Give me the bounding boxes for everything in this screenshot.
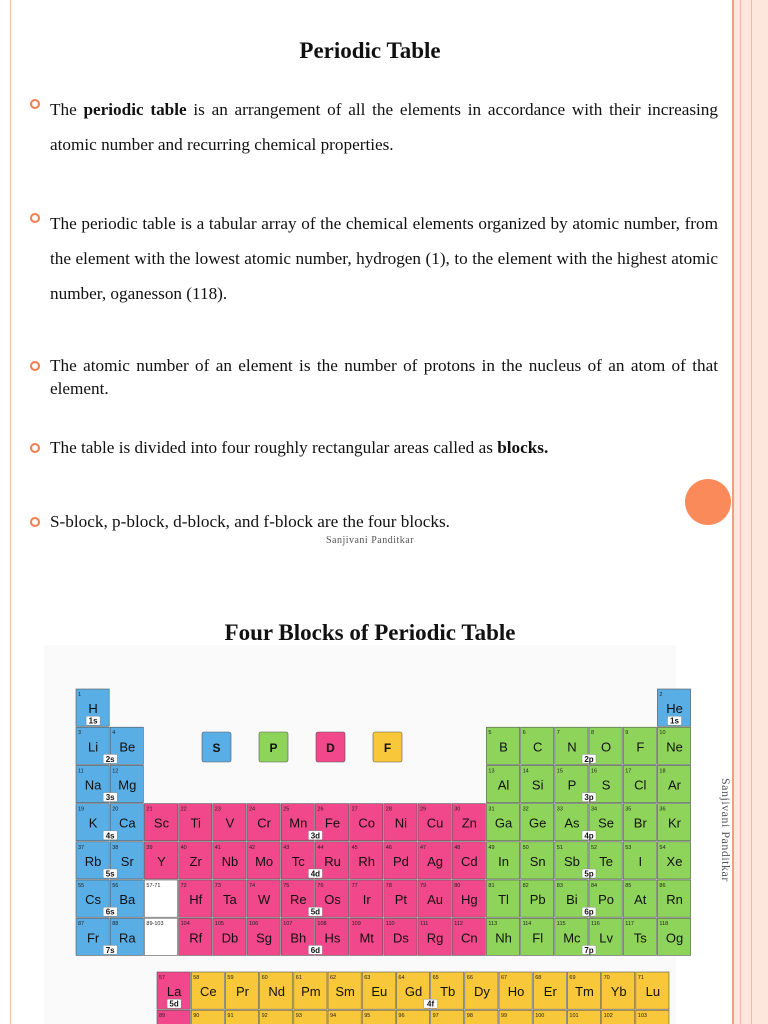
atomic-number: 4 bbox=[112, 730, 116, 737]
element-symbol: Pm bbox=[301, 984, 321, 1000]
sublevel-label: 5p bbox=[584, 869, 594, 879]
atomic-number: 43 bbox=[283, 844, 290, 851]
atomic-number: 77 bbox=[351, 883, 358, 889]
element-symbol: Si bbox=[531, 777, 544, 793]
sublevel-label: 2s bbox=[105, 754, 115, 764]
element-symbol: Sb bbox=[563, 853, 580, 869]
atomic-number: 49 bbox=[488, 844, 495, 851]
element-symbol: Cn bbox=[460, 930, 478, 946]
sublevel-label: 4s bbox=[105, 831, 115, 841]
element-symbol: Co bbox=[358, 815, 376, 831]
bullet-text: S-block, p-block, d-block, and f-block are the four blocks. bbox=[50, 512, 450, 531]
atomic-number: 61 bbox=[295, 975, 302, 981]
sublevel-label: 1s bbox=[88, 716, 98, 726]
atomic-number: 80 bbox=[454, 883, 461, 889]
element-symbol: Bi bbox=[566, 892, 578, 908]
element-symbol: K bbox=[88, 815, 98, 831]
element-symbol: Ge bbox=[529, 815, 547, 831]
atomic-number: 28 bbox=[385, 806, 392, 813]
atomic-number: 1 bbox=[78, 692, 82, 698]
element-symbol: Eu bbox=[371, 984, 388, 1000]
element-symbol: Li bbox=[88, 739, 99, 755]
atomic-number: 52 bbox=[591, 844, 598, 851]
atomic-number: 79 bbox=[420, 883, 427, 889]
atomic-number: 118 bbox=[659, 921, 669, 928]
sublevel-label: 2p bbox=[584, 754, 594, 764]
atomic-number: 104 bbox=[180, 921, 190, 928]
sublevel-label: 3s bbox=[105, 793, 115, 803]
atomic-number: 10 bbox=[659, 730, 666, 737]
atomic-number: 64 bbox=[398, 975, 405, 981]
element-symbol: Tb bbox=[440, 984, 456, 1000]
element-symbol: Rn bbox=[666, 892, 683, 908]
element-symbol: I bbox=[638, 853, 643, 869]
atomic-number: 12 bbox=[112, 768, 119, 775]
periodic-table-figure bbox=[44, 645, 684, 1024]
atomic-number: 114 bbox=[522, 921, 532, 928]
atomic-number: 32 bbox=[522, 806, 529, 813]
sublevel-label: 3p bbox=[584, 793, 594, 803]
atomic-number: 97 bbox=[432, 1013, 439, 1020]
atomic-number: 91 bbox=[227, 1013, 234, 1020]
atomic-number: 71 bbox=[637, 975, 644, 981]
element-symbol: Ca bbox=[118, 815, 136, 831]
element-symbol: Yb bbox=[610, 984, 627, 1000]
element-symbol: H bbox=[88, 701, 98, 717]
periodic-table-svg bbox=[44, 645, 684, 1024]
atomic-number: 35 bbox=[625, 806, 632, 813]
element-symbol: Ra bbox=[118, 930, 136, 946]
element-symbol: Fl bbox=[532, 930, 544, 946]
sublevel-label: 4d bbox=[310, 869, 321, 879]
element-symbol: Po bbox=[598, 892, 615, 908]
atomic-number: 22 bbox=[180, 806, 187, 813]
atomic-number: 81 bbox=[488, 883, 495, 889]
sublevel-label: 6p bbox=[584, 907, 594, 917]
bullet-icon bbox=[30, 517, 40, 527]
element-symbol: Mg bbox=[118, 777, 137, 793]
atomic-number: 7 bbox=[556, 730, 560, 737]
atomic-number: 111 bbox=[420, 921, 429, 928]
legend-label: P bbox=[269, 741, 278, 755]
atomic-number: 57 bbox=[159, 975, 166, 981]
element-symbol: Ag bbox=[427, 853, 444, 869]
bullet-item bbox=[30, 436, 718, 460]
left-border-decoration bbox=[0, 512, 11, 1024]
atomic-number: 29 bbox=[420, 806, 427, 813]
element-symbol: Te bbox=[599, 853, 613, 869]
element-symbol: Mc bbox=[563, 930, 581, 946]
atomic-number: 42 bbox=[249, 844, 256, 851]
element-symbol: Cr bbox=[257, 815, 271, 831]
element-symbol: Lu bbox=[645, 984, 661, 1000]
element-symbol: Br bbox=[633, 815, 647, 831]
atomic-number: 78 bbox=[385, 883, 392, 889]
element-symbol: Pr bbox=[236, 984, 249, 1000]
element-symbol: F bbox=[636, 739, 645, 755]
atomic-number: 83 bbox=[556, 883, 563, 889]
element-symbol: Hs bbox=[324, 930, 341, 946]
element-symbol: Lv bbox=[599, 930, 613, 946]
element-symbol: Sg bbox=[256, 930, 273, 946]
atomic-number: 68 bbox=[535, 975, 542, 981]
bullet-text: The periodic table is a tabular array of the chemical elements organized by atomic number, from the element with the lowest atomic number, hydrogen (1), to the element with the highest atomic number, oganesson (118). bbox=[50, 214, 718, 303]
bullet-icon bbox=[30, 443, 40, 453]
atomic-number: 86 bbox=[659, 883, 666, 889]
element-symbol: W bbox=[257, 892, 271, 908]
footer-author: Sanjivani Panditkar bbox=[325, 535, 415, 546]
slide-2-title: Four Blocks of Periodic Table bbox=[224, 620, 516, 645]
bullet-text: The table is divided into four roughly rectangular areas called as blocks. bbox=[50, 438, 549, 457]
element-symbol: Kr bbox=[668, 815, 681, 831]
atomic-number: 69 bbox=[569, 975, 576, 981]
atomic-number: 59 bbox=[227, 975, 234, 981]
sublevel-label: 6d bbox=[310, 945, 321, 955]
atomic-number: 99 bbox=[501, 1013, 508, 1020]
sublevel-label: 4p bbox=[584, 831, 594, 841]
element-symbol: As bbox=[564, 815, 580, 831]
element-symbol: Au bbox=[427, 892, 444, 908]
atomic-number: 51 bbox=[556, 844, 563, 851]
atomic-number: 34 bbox=[591, 806, 598, 813]
atomic-number: 103 bbox=[637, 1013, 647, 1020]
element-symbol: V bbox=[225, 815, 235, 831]
atomic-number: 101 bbox=[569, 1013, 579, 1020]
element-symbol: Hf bbox=[189, 892, 203, 908]
sublevel-label: 5s bbox=[105, 869, 115, 879]
atomic-number: 98 bbox=[466, 1013, 473, 1020]
element-symbol: Rf bbox=[189, 930, 203, 946]
atomic-number: 50 bbox=[522, 844, 529, 851]
element-symbol: O bbox=[601, 739, 612, 755]
atomic-number: 46 bbox=[385, 844, 392, 851]
element-symbol: Fe bbox=[324, 815, 341, 831]
element-symbol: Ta bbox=[223, 892, 237, 908]
element-symbol: Rb bbox=[84, 853, 102, 869]
element-symbol: In bbox=[498, 853, 509, 869]
atomic-number: 31 bbox=[488, 806, 495, 813]
element-symbol: Pd bbox=[392, 853, 409, 869]
atomic-number: 73 bbox=[214, 883, 221, 889]
left-border-decoration bbox=[0, 0, 11, 512]
atomic-number: 96 bbox=[398, 1013, 405, 1020]
atomic-number: 45 bbox=[351, 844, 358, 851]
atomic-number: 107 bbox=[283, 921, 293, 928]
element-symbol: Xe bbox=[666, 853, 683, 869]
element-symbol: Nd bbox=[268, 984, 286, 1000]
atomic-number: 36 bbox=[659, 806, 666, 813]
atomic-number: 102 bbox=[603, 1013, 613, 1020]
element-symbol: Rg bbox=[426, 930, 444, 946]
atomic-number: 41 bbox=[214, 844, 221, 851]
atomic-number: 16 bbox=[591, 768, 598, 775]
element-symbol: Sc bbox=[153, 815, 170, 831]
element-symbol: Ce bbox=[199, 984, 217, 1000]
element-symbol: S bbox=[601, 777, 611, 793]
atomic-number: 74 bbox=[249, 883, 256, 889]
sublevel-label: 6s bbox=[105, 907, 115, 917]
atomic-number: 110 bbox=[385, 921, 395, 928]
element-symbol: Sm bbox=[335, 984, 355, 1000]
element-symbol: Fr bbox=[86, 930, 100, 946]
atomic-number: 40 bbox=[180, 844, 187, 851]
element-symbol: Ir bbox=[362, 892, 371, 908]
atomic-number: 25 bbox=[283, 806, 290, 813]
bullet-item bbox=[30, 92, 718, 162]
element-symbol: Pt bbox=[394, 892, 408, 908]
atomic-number: 15 bbox=[556, 768, 563, 775]
element-symbol: Nh bbox=[495, 930, 512, 946]
atomic-number: 17 bbox=[625, 768, 632, 775]
atomic-number: 72 bbox=[180, 883, 187, 889]
atomic-number: 54 bbox=[659, 844, 666, 851]
atomic-number: 18 bbox=[659, 768, 666, 775]
sublevel-label: 4f bbox=[427, 999, 435, 1009]
sublevel-label: 5d bbox=[310, 907, 321, 917]
element-symbol: He bbox=[666, 701, 683, 717]
atomic-number: 106 bbox=[249, 921, 259, 928]
element-symbol: Be bbox=[119, 739, 136, 755]
atomic-number: 109 bbox=[351, 921, 361, 928]
atomic-number: 24 bbox=[249, 806, 256, 813]
atomic-number: 3 bbox=[78, 730, 82, 737]
atomic-number: 87 bbox=[78, 921, 85, 928]
element-symbol: La bbox=[166, 984, 182, 1000]
atomic-number: 6 bbox=[522, 730, 526, 737]
element-symbol: Ga bbox=[494, 815, 513, 831]
atomic-number: 113 bbox=[488, 921, 498, 928]
atomic-number: 93 bbox=[295, 1013, 302, 1020]
page-title: Periodic Table bbox=[299, 38, 441, 63]
element-symbol: Ts bbox=[633, 930, 647, 946]
element-symbol: Cs bbox=[85, 892, 102, 908]
atomic-number: 105 bbox=[214, 921, 224, 928]
atomic-number: 67 bbox=[501, 975, 508, 981]
atomic-number: 13 bbox=[488, 768, 495, 775]
element-symbol: At bbox=[634, 892, 647, 908]
atomic-number: 9 bbox=[625, 730, 629, 737]
atomic-number: 76 bbox=[317, 883, 324, 889]
atomic-number: 84 bbox=[591, 883, 598, 889]
atomic-number: 2 bbox=[659, 692, 663, 698]
atomic-number: 47 bbox=[420, 844, 427, 851]
atomic-number: 95 bbox=[364, 1013, 371, 1020]
element-symbol: Hg bbox=[460, 892, 478, 908]
atomic-number: 63 bbox=[364, 975, 371, 981]
atomic-number: 88 bbox=[112, 921, 119, 928]
atomic-number: 21 bbox=[146, 806, 153, 813]
element-symbol: Cu bbox=[426, 815, 444, 831]
legend-label: D bbox=[326, 741, 335, 755]
atomic-number: 116 bbox=[591, 921, 600, 928]
atomic-number: 92 bbox=[261, 1013, 268, 1020]
element-symbol: Ru bbox=[324, 853, 341, 869]
legend-label: S bbox=[212, 741, 221, 755]
sublevel-label: 5d bbox=[169, 999, 179, 1009]
element-symbol: Tm bbox=[575, 984, 594, 1000]
range-label: 89-103 bbox=[146, 921, 164, 928]
atomic-number: 70 bbox=[603, 975, 610, 981]
atomic-number: 30 bbox=[454, 806, 461, 813]
atomic-number: 33 bbox=[556, 806, 563, 813]
atomic-number: 37 bbox=[78, 844, 85, 851]
element-symbol: Cd bbox=[460, 853, 478, 869]
atomic-number: 65 bbox=[432, 975, 439, 981]
element-symbol: Zr bbox=[189, 853, 202, 869]
element-symbol: Og bbox=[665, 930, 684, 946]
element-symbol: Ni bbox=[394, 815, 408, 831]
element-symbol: Na bbox=[84, 777, 102, 793]
element-symbol: Ne bbox=[666, 739, 683, 755]
element-symbol: Re bbox=[289, 892, 307, 908]
bullet-text: The periodic table is an arrangement of all the elements in accordance with their increasing atomic number and recurring chemical properties. bbox=[50, 100, 718, 154]
element-symbol: Bh bbox=[290, 930, 307, 946]
sublevel-label: 7p bbox=[584, 945, 594, 955]
element-symbol: Ds bbox=[392, 930, 409, 946]
atomic-number: 23 bbox=[214, 806, 221, 813]
element-symbol: Ho bbox=[507, 984, 525, 1000]
atomic-number: 94 bbox=[330, 1013, 337, 1020]
element-symbol: Se bbox=[598, 815, 615, 831]
element-symbol: N bbox=[567, 739, 577, 755]
element-symbol: Mo bbox=[255, 853, 274, 869]
atomic-number: 53 bbox=[625, 844, 632, 851]
bullet-icon bbox=[30, 213, 40, 223]
atomic-number: 14 bbox=[522, 768, 529, 775]
element-symbol: Ar bbox=[668, 777, 681, 793]
sublevel-label: 7s bbox=[105, 945, 115, 955]
element-symbol: Rh bbox=[358, 853, 376, 869]
element-symbol: C bbox=[533, 739, 543, 755]
orange-circle-decoration bbox=[685, 479, 731, 525]
atomic-number: 66 bbox=[466, 975, 473, 981]
atomic-number: 27 bbox=[351, 806, 358, 813]
atomic-number: 60 bbox=[261, 975, 268, 981]
element-symbol: Tl bbox=[498, 892, 509, 908]
element-symbol: Db bbox=[221, 930, 239, 946]
element-symbol: Os bbox=[324, 892, 341, 908]
element-symbol: Al bbox=[497, 777, 510, 793]
atomic-number: 26 bbox=[317, 806, 324, 813]
element-symbol: Sr bbox=[120, 853, 134, 869]
bullet-icon bbox=[30, 99, 40, 109]
bullet-item bbox=[30, 354, 718, 400]
atomic-number: 8 bbox=[591, 730, 595, 737]
bullet-item bbox=[30, 510, 718, 534]
atomic-number: 117 bbox=[625, 921, 634, 928]
range-label: 57-71 bbox=[146, 883, 161, 889]
atomic-number: 5 bbox=[488, 730, 492, 737]
right-border-decoration bbox=[732, 512, 768, 1024]
element-symbol: Gd bbox=[404, 984, 423, 1000]
atomic-number: 108 bbox=[317, 921, 327, 928]
vertical-footer-author: Sanjivani Panditkar bbox=[719, 778, 733, 882]
atomic-number: 55 bbox=[78, 883, 85, 889]
element-symbol: P bbox=[567, 777, 577, 793]
atomic-number: 19 bbox=[78, 806, 85, 813]
atomic-number: 90 bbox=[193, 1013, 200, 1020]
atomic-number: 38 bbox=[112, 844, 119, 851]
atomic-number: 85 bbox=[625, 883, 632, 889]
legend-label: F bbox=[383, 741, 392, 755]
atomic-number: 100 bbox=[535, 1013, 545, 1020]
atomic-number: 115 bbox=[556, 921, 566, 928]
element-symbol: Mt bbox=[359, 930, 374, 946]
atomic-number: 62 bbox=[330, 975, 337, 981]
atomic-number: 20 bbox=[112, 806, 119, 813]
element-symbol: Dy bbox=[473, 984, 490, 1000]
atomic-number: 11 bbox=[78, 768, 84, 775]
element-symbol: Zn bbox=[461, 815, 477, 831]
element-symbol: Ba bbox=[119, 892, 136, 908]
bullet-text: The atomic number of an element is the number of protons in the nucleus of an atom of that element. bbox=[50, 356, 718, 398]
element-symbol: Tc bbox=[291, 853, 305, 869]
element-symbol: Cl bbox=[634, 777, 647, 793]
bullet-item bbox=[30, 206, 718, 311]
element-symbol: Er bbox=[543, 984, 557, 1000]
element-symbol: Nb bbox=[221, 853, 239, 869]
element-symbol: Mn bbox=[289, 815, 308, 831]
atomic-number: 39 bbox=[146, 844, 153, 851]
atomic-number: 112 bbox=[454, 921, 463, 928]
element-symbol: Pb bbox=[529, 892, 546, 908]
atomic-number: 56 bbox=[112, 883, 119, 889]
sublevel-label: 3d bbox=[310, 831, 321, 841]
atomic-number: 58 bbox=[193, 975, 200, 981]
element-symbol: Y bbox=[157, 853, 166, 869]
element-symbol: Sn bbox=[529, 853, 546, 869]
atomic-number: 48 bbox=[454, 844, 461, 851]
bullet-icon bbox=[30, 361, 40, 371]
element-symbol: B bbox=[499, 739, 508, 755]
atomic-number: 44 bbox=[317, 844, 324, 851]
sublevel-label: 1s bbox=[670, 716, 679, 726]
right-border-decoration bbox=[732, 0, 768, 512]
atomic-number: 75 bbox=[283, 883, 290, 889]
atomic-number: 82 bbox=[522, 883, 529, 889]
element-symbol: Ti bbox=[190, 815, 201, 831]
atomic-number: 89 bbox=[159, 1013, 166, 1020]
